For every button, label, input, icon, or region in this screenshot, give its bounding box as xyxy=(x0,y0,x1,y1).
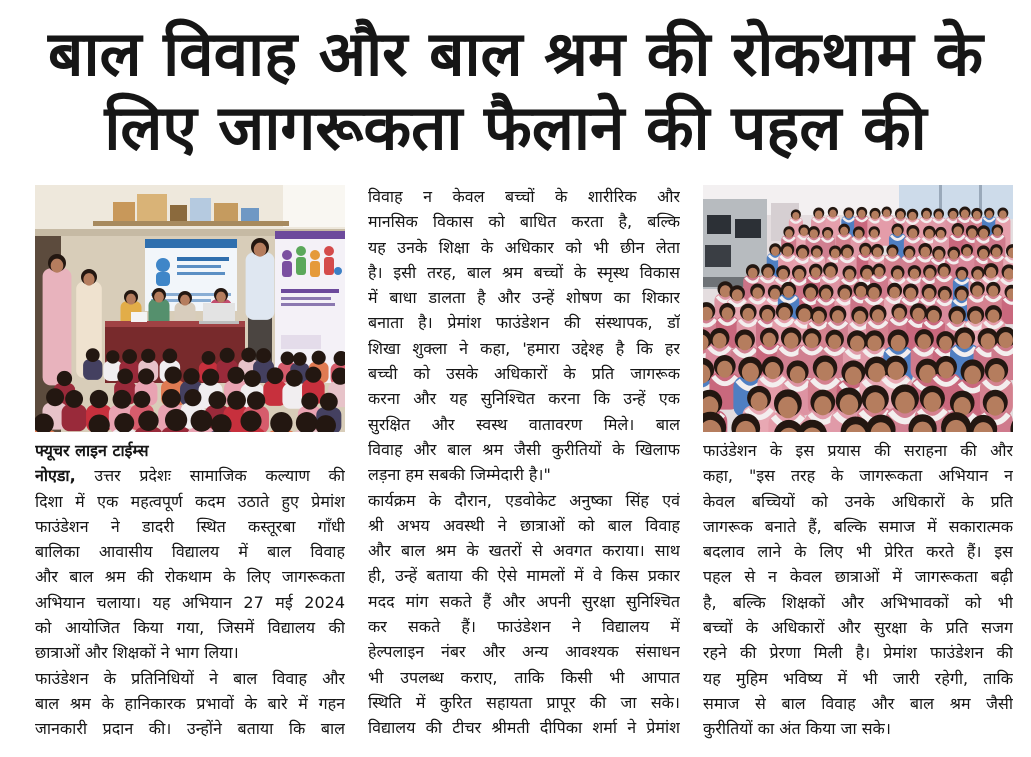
body-line: कुरीतियों का अंत किया जा सके। xyxy=(703,719,891,739)
body-line: फाउंडेशन के प्रतिनिधियों ने बाल विवाह और xyxy=(35,668,345,688)
body-line: विवाह न केवल बच्चों के शारीरिक और xyxy=(368,187,680,206)
headline-line-2: लिए जागरूकता फैलाने की पहल की xyxy=(104,92,927,164)
body-line: और बाल श्रम की रोकथाम के लिए जागरूकता xyxy=(35,567,345,587)
students-photo xyxy=(703,185,1013,432)
body-line xyxy=(35,463,345,488)
body-line: विद्यालय की टीचर श्रीमती दीपिका शर्मा ने प्रेमांश xyxy=(368,718,680,738)
body-line: कहा, "इस तरह के जागरूकता अभियान न xyxy=(703,466,1013,486)
body-line: दिशा में एक महत्वपूर्ण कदम उठाते हुए प्रेमांश xyxy=(35,491,345,511)
body-line: स्थिति में कुरित सहायता प्रापूर की जा सके। xyxy=(368,692,680,712)
headline-line-1: बाल विवाह और बाल श्रम की रोकथाम के xyxy=(48,18,983,90)
body-line: विवाह और बाल श्रम जैसी कुरीतियों के खिलाफ xyxy=(368,439,680,459)
body-line: छात्राओं और शिक्षकों ने भाग लिया। xyxy=(35,643,239,663)
dateline: नोएडा, xyxy=(35,466,76,486)
byline: फ्यूचर लाइन टाईम्स xyxy=(35,441,149,460)
body-line: फाउंडेशन ने डादरी स्थित कस्तूरबा गाँधी xyxy=(35,516,345,536)
body-line: मदद मांग सकते हैं और अपनी सुरक्षा सुनिश्चित xyxy=(368,591,680,611)
body-line: जागरूक बनाते हैं, बल्कि समाज में सकारात्मक xyxy=(703,516,1013,536)
body-line: फाउंडेशन के इस प्रयास की सराहना की और xyxy=(703,441,1013,460)
body-line: भी उपलब्ध कराए, ताकि किसी भी आपात xyxy=(368,667,680,687)
body-line: यह उनके शिक्षा के अधिकार को भी छीन लेता xyxy=(368,237,680,257)
body-line: बाल श्रम के हानिकारक प्रभावों के बारे में गहन xyxy=(35,693,345,713)
event-photo xyxy=(35,185,345,432)
body-line: बच्चों के अधिकारों और सुरक्षा के प्रति सजग xyxy=(703,618,1013,638)
body-line: यह मुहिम भविष्य में भी जारी रहेगी, ताकि xyxy=(703,668,1013,688)
photo-figure xyxy=(43,254,72,385)
body-line: और बाल श्रम के खतरों से अवगत कराया। साथ xyxy=(368,541,680,561)
body-line: पहल से न केवल छात्राओं में जागरूकता बढ़ी xyxy=(703,567,1013,587)
body-line: में बाधा डालता है और उन्हें शोषण का शिकार xyxy=(368,288,680,308)
body-line-text: उत्तर प्रदेशः सामाजिक कल्याण की xyxy=(94,466,345,486)
body-line: केवल बच्चियों को उनके अधिकारों के प्रति xyxy=(703,491,1013,511)
body-line: बनाता है। प्रेमांश फाउंडेशन की संस्थापक, डॉ xyxy=(368,313,680,333)
left-column-text xyxy=(35,438,345,742)
body-line: है। इसी तरह, बाल श्रम बच्चों के स्मृस्थ विकास xyxy=(368,262,680,282)
body-line: कार्यक्रम के दौरान, एडवोकेट अनुष्का सिंह एवं xyxy=(368,490,680,510)
body-line: ही, उन्हें बताया की ऐसे मामलों में वे किस प्रकार xyxy=(368,566,680,586)
body-line: है, बल्कि शिक्षकों और अभिभावकों को भी xyxy=(703,592,1013,612)
body-line: अभियान चलाया। यह अभियान 27 मई 2024 xyxy=(35,592,345,612)
body-line: मानसिक विकास को बाधित करता है, बल्कि xyxy=(368,212,680,232)
body-line: श्री अभय अवस्थी ने छात्राओं को बाल विवाह xyxy=(368,515,680,535)
body-line: सुरक्षित और स्वस्थ वातावरण मिले। बाल xyxy=(368,414,680,434)
right-column-text xyxy=(703,438,1013,742)
body-line: हेल्पलाइन नंबर और अन्य आवश्यक संसाधन xyxy=(368,642,680,662)
body-line: को आयोजित किया गया, जिसमें विद्यालय की xyxy=(35,618,345,638)
body-line: बालिका आवासीय विद्यालय में बाल विवाह xyxy=(35,542,345,562)
body-line: करना और यह सुनिश्चित करना कि उन्हें एक xyxy=(368,389,680,409)
middle-column-text xyxy=(368,184,680,741)
body-line: रहने की प्रेरणा मिली है। प्रेमांश फाउंडेशन की xyxy=(703,643,1013,663)
body-line: लड़ना हम सबकी जिम्मेदारी है।" xyxy=(368,465,551,485)
body-line: कर सकते हैं। फाउंडेशन ने विद्यालय में xyxy=(368,617,680,637)
body-line: समाज से बाल विवाह और बाल श्रम जैसी xyxy=(703,693,1013,713)
body-line: जानकारी प्रदान की। उन्होंने बताया कि बाल xyxy=(35,719,345,739)
body-line: बच्ची को उसके अधिकारों के प्रति जागरूक xyxy=(368,364,680,384)
body-line: बदलाव लाने के लिए भी प्रेरित करते हैं। इस xyxy=(703,542,1013,562)
body-line: शिखा शुक्ला ने कहा, 'हमारा उद्देश्ह है कि हर xyxy=(368,338,680,358)
